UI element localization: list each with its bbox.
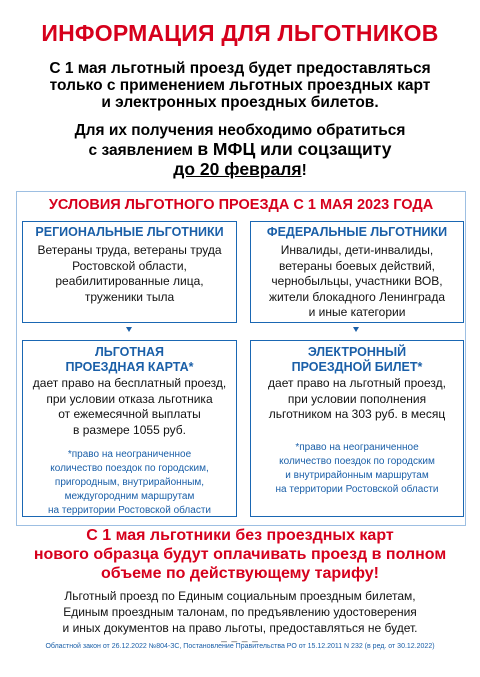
deadline-line — [20, 160, 460, 180]
card-note-line: количество поездок по городским, — [50, 463, 209, 474]
card-note-line: пригородным, внутрирайонным, — [54, 477, 205, 488]
arrow-down-icon — [126, 327, 132, 332]
card-heading-line: ЛЬГОТНАЯ — [94, 345, 165, 359]
federal-line: ветераны боевых действий, — [278, 258, 436, 273]
federal-heading: ФЕДЕРАЛЬНЫЕ ЛЬГОТНИКИ — [266, 225, 448, 239]
card-line: дает право на бесплатный проезд, — [32, 376, 227, 390]
federal-list — [251, 243, 463, 321]
apply-line-pre: с заявлением — [88, 142, 198, 159]
card-note-line: на территории Ростовской области — [48, 505, 211, 516]
ticket-box — [250, 340, 464, 517]
regional-heading: РЕГИОНАЛЬНЫЕ ЛЬГОТНИКИ — [35, 225, 224, 239]
conditions-title: УСЛОВИЯ ЛЬГОТНОГО ПРОЕЗДА С 1 МАЯ 2023 ГОДА — [48, 197, 434, 213]
card-heading-line: ПРОЕЗДНАЯ КАРТА* — [65, 360, 194, 374]
footer-line: Единым проездным талонам, по предъявлению удостоверения — [63, 605, 417, 619]
regional-line: труженики тыла — [84, 289, 175, 304]
card-note — [23, 448, 236, 518]
regional-list — [23, 243, 236, 305]
warning-text — [14, 526, 466, 583]
footer-line: и иных документов на право льготы, предоставляться не будет. — [62, 621, 418, 635]
ticket-description — [251, 376, 463, 423]
federal-line: Инвалиды, дети-инвалиды, — [280, 243, 434, 257]
ticket-heading-line: ЭЛЕКТРОННЫЙ — [307, 345, 407, 359]
federal-line: жители блокадного Ленинграда — [268, 289, 446, 304]
regional-line: Ростовской области, — [72, 258, 187, 273]
ticket-note — [251, 441, 463, 497]
federal-line: чернобыльцы, участники ВОВ, — [271, 274, 443, 288]
ticket-heading-line: ПРОЕЗДНОЙ БИЛЕТ* — [291, 360, 423, 374]
regional-line: Ветераны труда, ветераны труда — [37, 243, 222, 257]
card-note-line: междугородним маршрутам — [64, 491, 195, 502]
card-description — [23, 376, 236, 438]
intro-line: только с применением льготных проездных карт — [49, 77, 431, 94]
ticket-line: дает право на льготный проезд, — [268, 376, 446, 390]
intro-line: С 1 мая льготный проезд будет предоставляться — [49, 60, 431, 77]
ticket-line: при условии пополнения — [287, 391, 427, 406]
deadline: до 20 февраля — [173, 159, 302, 179]
ticket-heading — [251, 345, 463, 375]
card-line: в размере 1055 руб. — [73, 422, 186, 437]
footer-text — [24, 588, 456, 636]
card-line: при условии отказа льготника — [46, 391, 213, 406]
ticket-line: льготником на 303 руб. в месяц — [268, 407, 446, 421]
page-title: ИНФОРМАЦИЯ ДЛЯ ЛЬГОТНИКОВ — [41, 20, 439, 46]
federal-box — [250, 221, 464, 323]
regional-line: реабилитированные лица, — [55, 274, 204, 288]
card-note-line: *право на неограниченное — [67, 449, 192, 460]
footer-line: Льготный проезд по Единым социальным проездным билетам, — [64, 589, 416, 603]
card-line: от ежемесячной выплаты — [58, 407, 201, 421]
warning-line: нового образца будут оплачивать проезд в полном — [33, 546, 447, 563]
ticket-note-line: и внутрирайонным маршрутам — [285, 469, 429, 481]
ticket-note-line: количество поездок по городским — [279, 455, 435, 467]
deadline-suffix: ! — [301, 162, 307, 179]
warning-line: С 1 мая льготники без проездных карт — [86, 527, 394, 544]
separator: _ _ _ _ — [221, 632, 259, 643]
ticket-note-line: на территории Ростовской области — [275, 483, 439, 495]
apply-line-big: в МФЦ или соцзащиту — [197, 139, 392, 159]
regional-box — [22, 221, 237, 323]
warning-line: объеме по действующему тарифу! — [101, 565, 379, 582]
arrow-down-icon — [353, 327, 359, 332]
federal-line: и иные категории — [308, 305, 406, 319]
intro-line: и электронных проездных билетов. — [101, 94, 379, 111]
intro-text — [20, 60, 460, 111]
apply-text — [20, 122, 460, 180]
card-heading — [23, 345, 236, 375]
apply-line: Для их получения необходимо обратиться — [74, 122, 406, 139]
apply-line — [20, 140, 460, 160]
legal-reference: Областной закон от 26.12.2022 №804-ЗС, Постановление Правительства РО от 15.12.2011 N 232 (в ред. от 30.12.2022) — [45, 643, 435, 650]
ticket-note-line: *право на неограниченное — [295, 441, 419, 453]
card-box — [22, 340, 237, 517]
